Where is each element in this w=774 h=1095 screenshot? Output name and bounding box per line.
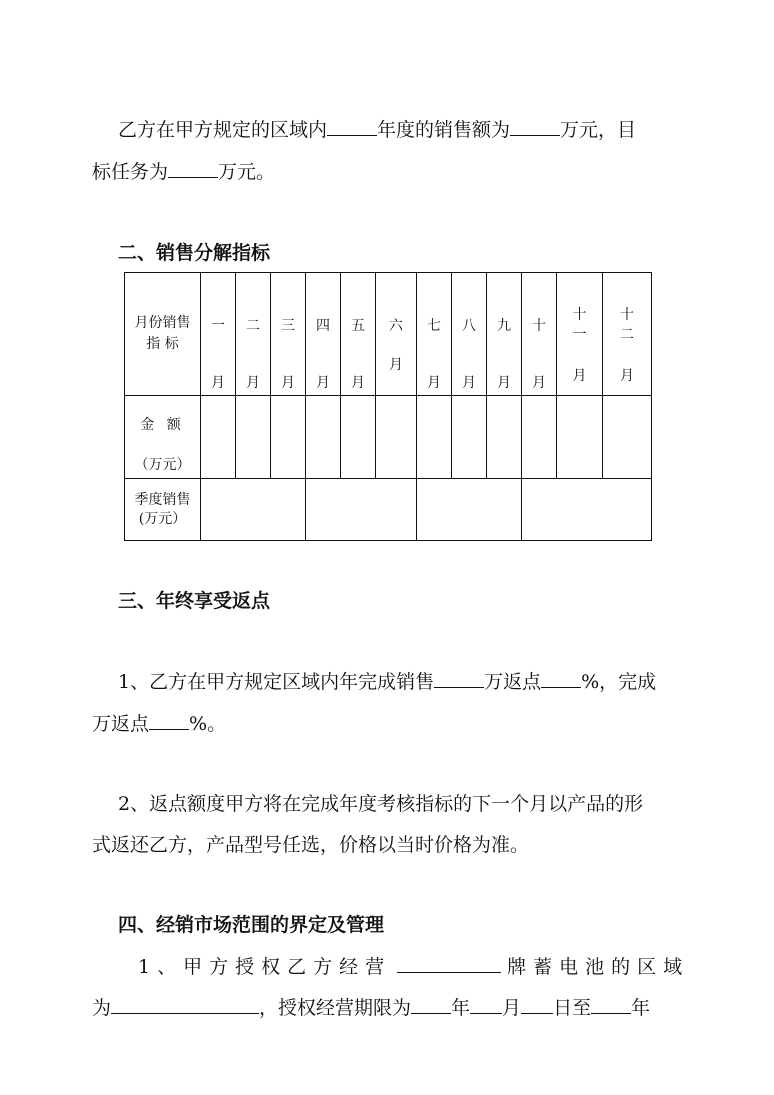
blank-sales-completed[interactable] (434, 670, 484, 688)
paragraph-authorization-line2 (92, 996, 650, 1020)
paragraph-sales-target-line2 (92, 160, 275, 184)
text: 为 (92, 997, 112, 1019)
paragraph-rebate-1-line2 (92, 712, 226, 736)
text: 年度的销售额为 (377, 119, 511, 141)
table-header-month: 七 月 (417, 273, 452, 396)
table-cell-amount[interactable] (306, 396, 341, 479)
table-cell-amount[interactable] (417, 396, 452, 479)
blank-start-month[interactable] (470, 996, 502, 1014)
table-header-month: 十 月 (522, 273, 557, 396)
paragraph-sales-target-line1 (118, 118, 636, 142)
table-cell-amount[interactable] (522, 396, 557, 479)
table-header-month: 三 月 (271, 273, 306, 396)
text: 乙方在甲方规定的区域内 (118, 119, 328, 141)
table-cell-quarter[interactable] (201, 479, 306, 541)
text: 万元。 (218, 161, 276, 183)
table-cell-amount[interactable] (271, 396, 306, 479)
table-cell-amount[interactable] (341, 396, 376, 479)
paragraph-rebate-2-line1: 2、返点额度甲方将在完成年度考核指标的下一个月以产品的形 (118, 793, 644, 815)
paragraph-rebate-1-line1 (118, 670, 656, 694)
text: 1、乙方在甲方规定区域内年完成销售 (118, 671, 435, 693)
text: 年 (631, 997, 651, 1019)
table-header-month: 一 月 (201, 273, 236, 396)
blank-end-year[interactable] (591, 996, 631, 1014)
sales-breakdown-table (124, 272, 652, 541)
table-cell-amount[interactable] (236, 396, 271, 479)
table-row-months (125, 273, 652, 396)
table-header-month: 十 一 月 (557, 273, 603, 396)
section-heading-sales-breakdown: 二、销售分解指标 (118, 242, 271, 264)
blank-sales-amount[interactable] (510, 118, 560, 136)
blank-brand[interactable] (397, 955, 501, 973)
text: 万元，目 (560, 119, 637, 141)
text: 1、甲方授权乙方经营 (138, 956, 392, 978)
table-label-quarter: 季度销售(万元） (125, 479, 201, 541)
text: 牌蓄电池的区域 (507, 956, 690, 978)
text: %，完成 (581, 671, 657, 693)
table-cell-amount[interactable] (487, 396, 522, 479)
table-header-month: 八 月 (452, 273, 487, 396)
table-cell-quarter[interactable] (522, 479, 652, 541)
text: %。 (189, 713, 227, 735)
text: 标任务为 (92, 161, 169, 183)
text: ，授权经营期限为 (259, 997, 412, 1019)
blank-target-amount[interactable] (168, 160, 218, 178)
table-cell-quarter[interactable] (306, 479, 417, 541)
table-header-month: 五 月 (341, 273, 376, 396)
table-label-amount: 金 额 （万元） (125, 396, 201, 479)
table-header-label: 月份销售指 标 (125, 273, 201, 396)
table-cell-amount[interactable] (201, 396, 236, 479)
text: 万返点 (484, 671, 542, 693)
table-cell-amount[interactable] (557, 396, 603, 479)
section-heading-rebate: 三、年终享受返点 (118, 590, 271, 612)
table-header-month: 四 月 (306, 273, 341, 396)
text: 日至 (553, 997, 592, 1019)
blank-year[interactable] (327, 118, 377, 136)
table-cell-amount[interactable] (603, 396, 652, 479)
table-cell-quarter[interactable] (417, 479, 522, 541)
section-heading-market-scope: 四、经销市场范围的界定及管理 (118, 914, 385, 936)
table-cell-amount[interactable] (376, 396, 417, 479)
blank-rebate-percent-1[interactable] (541, 670, 581, 688)
table-header-month: 九 月 (487, 273, 522, 396)
blank-start-day[interactable] (521, 996, 553, 1014)
blank-start-year[interactable] (411, 996, 451, 1014)
table-row-quarter (125, 479, 652, 541)
text: 万返点 (92, 713, 150, 735)
blank-region[interactable] (111, 996, 259, 1014)
table-header-month: 十 二 月 (603, 273, 652, 396)
paragraph-authorization-line1 (138, 955, 689, 979)
table-cell-amount[interactable] (452, 396, 487, 479)
table-header-month: 二 月 (236, 273, 271, 396)
text: 月 (502, 997, 522, 1019)
table-row-amount (125, 396, 652, 479)
text: 年 (451, 997, 471, 1019)
paragraph-rebate-2-line2: 式返还乙方，产品型号任选，价格以当时价格为准。 (92, 834, 530, 856)
table-header-month: 六 月 (376, 273, 417, 396)
blank-rebate-percent-2[interactable] (149, 712, 189, 730)
